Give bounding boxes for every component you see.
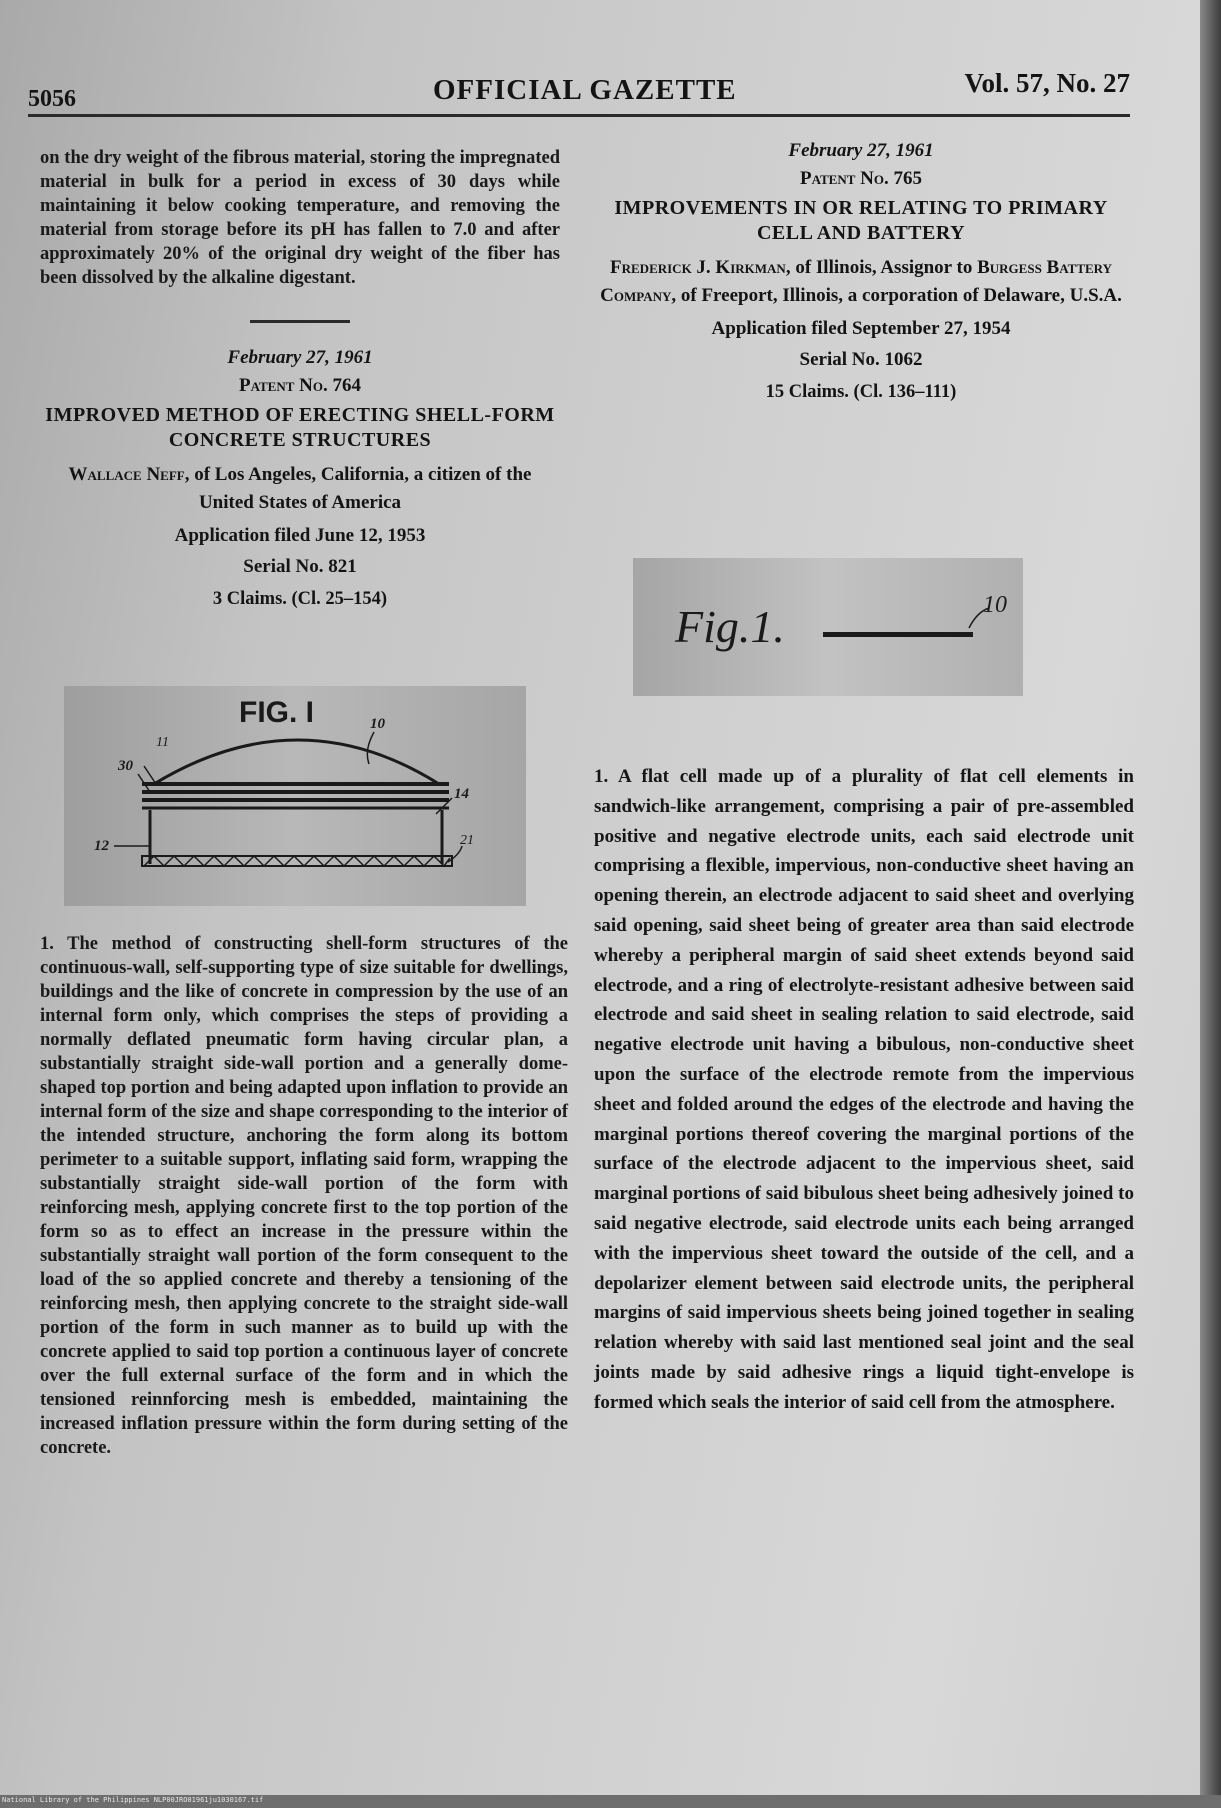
right-column (588, 140, 1134, 403)
assignee-details: , of Freeport, Illinois, a corporation of Delaware, U.S.A. (671, 285, 1122, 306)
ref-10: 10 (370, 716, 385, 732)
inventor-name: Wallace Neff (68, 464, 185, 485)
page-number: 5056 (28, 86, 76, 112)
ref-21: 21 (460, 833, 474, 848)
serial-number: Serial No. 821 (243, 556, 357, 577)
inventor-details: , of Illinois, Assignor to (785, 257, 978, 278)
figure-1-flat-cell (633, 558, 1023, 696)
header-rule (28, 114, 1130, 117)
leader-line (448, 846, 462, 862)
application-filed: Application filed September 27, 1954 (711, 318, 1011, 339)
ref-14: 14 (454, 786, 469, 802)
figure-1-shell-structure (64, 686, 526, 906)
inventor-name: Frederick J. Kirkman (610, 257, 786, 278)
section-divider (250, 320, 350, 323)
patent-title: IMPROVEMENTS IN OR RELATING TO PRIMARY CELL AND BATTERY (614, 197, 1108, 244)
patent-764-heading (40, 347, 560, 610)
patent-date: February 27, 1961 (227, 347, 373, 368)
patent-764-claim: 1. The method of constructing shell-form structures of the continuous-wall, self-supporting type of size suitable for dwellings, buildings and the like of concrete in compression by the use of an internal form only, which comprises the steps of providing a normally deflated pneumatic form having circular plan, a substantially straight side-wall portion and a generally dome-shaped top portion and being adapted upon inflation to provide an internal form of the size and shape corresponding to the interior of the intended structure, anchoring the form along its bottom perimeter to a suitable support, inflating said form, wrapping the substantially straight side-wall portion of the form with reinforcing mesh, applying concrete first to the top portion of the form so as to effect an increase in the pressure within the substantially straight wall portion of the form consequent to the load of the so applied concrete and thereby a tensioning of the reinforcing mesh, then applying concrete to the straight side-wall portion of the form in such manner as to build up with the concrete applied to said top portion a continuous layer of concrete over the full external surface of the form and in which the tensioned reinnforcing mesh is embedded, maintaining the increased inflation pressure within the form during setting of the concrete. (40, 934, 568, 1458)
inventor-line (40, 461, 560, 517)
figure-1-label: FIG. I (239, 696, 314, 729)
scan-source-note: National Library of the Philippines NLP00JRO01961ju1030167.tif (2, 1796, 264, 1804)
ref-30: 30 (118, 758, 133, 774)
gazette-title: OFFICIAL GAZETTE (433, 74, 737, 106)
patent-number: Patent No. 764 (238, 375, 361, 396)
flat-cell-edge (823, 632, 973, 637)
inventor-line (588, 254, 1134, 310)
leader-line (367, 732, 374, 764)
patent-765-heading (588, 140, 1134, 403)
volume-number: Vol. 57, No. 27 (964, 68, 1130, 98)
right-claim-section (594, 762, 1134, 1418)
fig-label: Fig.1. (675, 601, 785, 652)
patent-date: February 27, 1961 (788, 140, 934, 161)
inventor-details: , of Los Angeles, California, a citizen of the United States of America (184, 464, 532, 513)
left-column (40, 146, 560, 610)
application-filed: Application filed June 12, 1953 (174, 525, 426, 546)
assignee-name: Burgess Battery Company (600, 257, 1112, 306)
figure-1-cell-drawing (633, 558, 1023, 696)
dome-outline (154, 740, 439, 784)
claims-classification: 15 Claims. (Cl. 136–111) (765, 382, 957, 402)
page-header (28, 62, 1130, 112)
page-edge-shadow (1200, 0, 1221, 1795)
claims-classification: 3 Claims. (Cl. 25–154) (212, 589, 388, 609)
ref-12: 12 (94, 838, 109, 854)
mesh-hatching (144, 856, 450, 866)
ref-10: 10 (983, 592, 1007, 618)
patent-title: IMPROVED METHOD OF ERECTING SHELL-FORM CONCRETE STRUCTURES (45, 404, 555, 451)
patent-number: Patent No. 765 (799, 168, 922, 189)
figure-1-drawing (64, 686, 526, 906)
left-claim-section (40, 932, 568, 1460)
ref-11: 11 (156, 735, 169, 750)
continuation-text: on the dry weight of the fibrous material, storing the impregnated material in bulk for a period in excess of 30 days while maintaining it below cooking temperature, and removing the material from storage before its pH has fallen to 7.0 and after approximately 20% of the original dry weight of the fiber has been dissolved by the alkaline digestant. (40, 148, 560, 288)
serial-number: Serial No. 1062 (799, 349, 923, 370)
patent-765-claim: 1. A flat cell made up of a plurality of flat cell elements in sandwich-like arrangement, comprising a pair of pre-assembled positive and negative electrode units, each said electrode unit comprising a flexible, impervious, non-conductive sheet having an opening therein, an electrode adjacent to said sheet and overlying said opening, said sheet being of greater area than said electrode whereby a peripheral margin of said sheet extends beyond said electrode, and a ring of electrolyte-resistant adhesive between said electrode and said sheet in sealing relation to said electrode, said negative electrode unit having a bibulous, non-conductive sheet upon the surface of the electrode remote from the impervious sheet and folded around the edges of the electrode and having the marginal portions thereof covering the marginal portions of the surface of the electrode adjacent to the impervious sheet, said marginal portions of said bibulous sheet being adhesively joined to said negative electrode, said electrode units each being arranged with the impervious sheet toward the outside of the cell, and a depolarizer element between said electrode units, the peripheral margins of said impervious sheets being joined together in sealing relation whereby with said last mentioned seal joint and the seal joints made by said adhesive rings a liquid tight-envelope is formed which seals the interior of said cell from the atmosphere. (594, 766, 1134, 1413)
leader-line (144, 766, 156, 784)
